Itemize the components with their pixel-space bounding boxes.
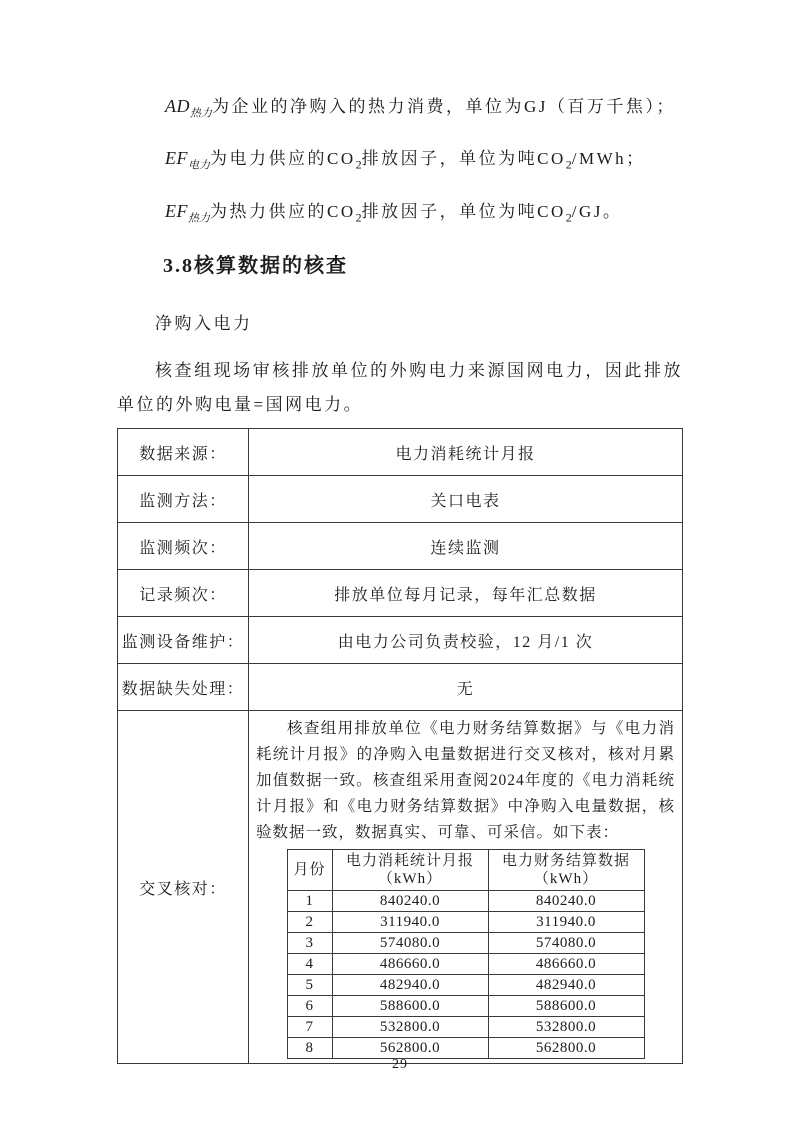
row-value: 关口电表 (249, 476, 683, 523)
page-number: 29 (392, 1057, 408, 1072)
formula-subscript: 热力 (190, 107, 212, 120)
table-row (287, 954, 644, 975)
table-row (287, 912, 644, 933)
table-row (287, 975, 644, 996)
month-cell: 5 (287, 975, 332, 996)
month-cell: 8 (287, 1038, 332, 1059)
formula-text: 为企业的净购入的热力消费，单位为GJ（百万千焦）； (212, 97, 676, 116)
row-value: 连续监测 (249, 523, 683, 570)
month-cell: 7 (287, 1017, 332, 1038)
table-row-cross-check (118, 711, 683, 1064)
formula-subscript: 电力 (188, 159, 210, 172)
column-header-consumption-report (332, 850, 488, 891)
column-header-month: 月份 (287, 850, 332, 891)
formula-line-ef-heat (117, 200, 683, 230)
co2-subscript: 2 (355, 210, 362, 225)
table-row (118, 617, 683, 664)
table-row (287, 1017, 644, 1038)
formula-text: /GJ。 (571, 201, 623, 221)
table-cell: 574080.0 (332, 933, 488, 954)
formula-line-ad-heat (117, 95, 683, 125)
table-cell: 840240.0 (488, 891, 644, 912)
formula-line-ef-electricity (117, 147, 683, 177)
table-cell: 588600.0 (488, 996, 644, 1017)
column-header-financial-settlement (488, 850, 644, 891)
table-row (118, 664, 683, 711)
paragraph-body: 核查组现场审核排放单位的外购电力来源国网电力，因此排放单位的外购电量=国网电力。 (117, 361, 683, 415)
table-cell: 486660.0 (488, 954, 644, 975)
row-value: 由电力公司负责校验，12 月/1 次 (249, 617, 683, 664)
table-row (118, 429, 683, 476)
month-cell: 6 (287, 996, 332, 1017)
row-label: 监测方法： (118, 476, 249, 523)
cross-check-paragraph: 核查组用排放单位《电力财务结算数据》与《电力消耗统计月报》的净购入电量数据进行交叉核对，核对月累加值数据一致。核查组采用查阅2024年度的《电力消耗统计月报》和《电力财务结算数据》中净购入电量数据，核验数据一致，数据真实、可靠、可采信。如下表： (256, 720, 675, 842)
formula-block (117, 0, 683, 230)
table-cell: 482940.0 (488, 975, 644, 996)
table-cell: 562800.0 (488, 1038, 644, 1059)
section-heading: 3.8核算数据的核查 (163, 255, 348, 278)
header-line: 电力财务结算数据 (501, 853, 630, 870)
month-cell: 3 (287, 933, 332, 954)
table-row (287, 891, 644, 912)
formula-variable: EF (165, 200, 188, 221)
row-value: 排放单位每月记录，每年汇总数据 (249, 570, 683, 617)
month-cell: 1 (287, 891, 332, 912)
co2-subscript: 2 (565, 210, 572, 225)
month-cell: 4 (287, 954, 332, 975)
table-row (118, 523, 683, 570)
row-value: 无 (249, 664, 683, 711)
row-label: 监测频次： (118, 523, 249, 570)
monitoring-info-table (117, 428, 683, 1064)
table-cell: 562800.0 (332, 1038, 488, 1059)
formula-text: 为热力供应的CO (210, 201, 356, 221)
formula-variable: AD (165, 96, 190, 116)
row-label: 数据缺失处理： (118, 664, 249, 711)
table-cell: 482940.0 (332, 975, 488, 996)
co2-subscript: 2 (565, 157, 572, 172)
header-row (287, 850, 644, 891)
formula-variable: EF (165, 148, 188, 169)
table-cell: 311940.0 (488, 912, 644, 933)
co2-subscript: 2 (355, 157, 362, 172)
header-unit: （kWh） (533, 871, 599, 888)
row-label: 监测设备维护： (118, 617, 249, 664)
formula-text: 排放因子，单位为吨CO (361, 201, 566, 221)
row-label: 记录频次： (118, 570, 249, 617)
formula-subscript: 热力 (188, 212, 210, 225)
table-cell: 311940.0 (332, 912, 488, 933)
table-cell: 588600.0 (332, 996, 488, 1017)
row-label: 数据来源： (118, 429, 249, 476)
table-cell: 840240.0 (332, 891, 488, 912)
table-row (118, 476, 683, 523)
table-cell: 532800.0 (488, 1017, 644, 1038)
header-unit: （kWh） (377, 871, 443, 888)
table-cell: 574080.0 (488, 933, 644, 954)
table-cell: 486660.0 (332, 954, 488, 975)
row-value: 电力消耗统计月报 (249, 429, 683, 476)
monthly-data-table (287, 849, 645, 1059)
month-cell: 2 (287, 912, 332, 933)
table-row (287, 1038, 644, 1059)
table-row (287, 933, 644, 954)
cross-check-label: 交叉核对： (118, 711, 249, 1064)
formula-text: /MWh； (571, 149, 646, 169)
table-cell: 532800.0 (332, 1017, 488, 1038)
paragraph-net-purchased-electricity: 净购入电力 (155, 314, 253, 334)
header-line: 电力消耗统计月报 (345, 853, 474, 870)
document-page (117, 0, 683, 1064)
formula-text: 排放因子，单位为吨CO (361, 149, 566, 169)
formula-text: 为电力供应的CO (210, 149, 356, 169)
table-row (118, 570, 683, 617)
table-row (287, 996, 644, 1017)
cross-check-cell (249, 711, 683, 1064)
